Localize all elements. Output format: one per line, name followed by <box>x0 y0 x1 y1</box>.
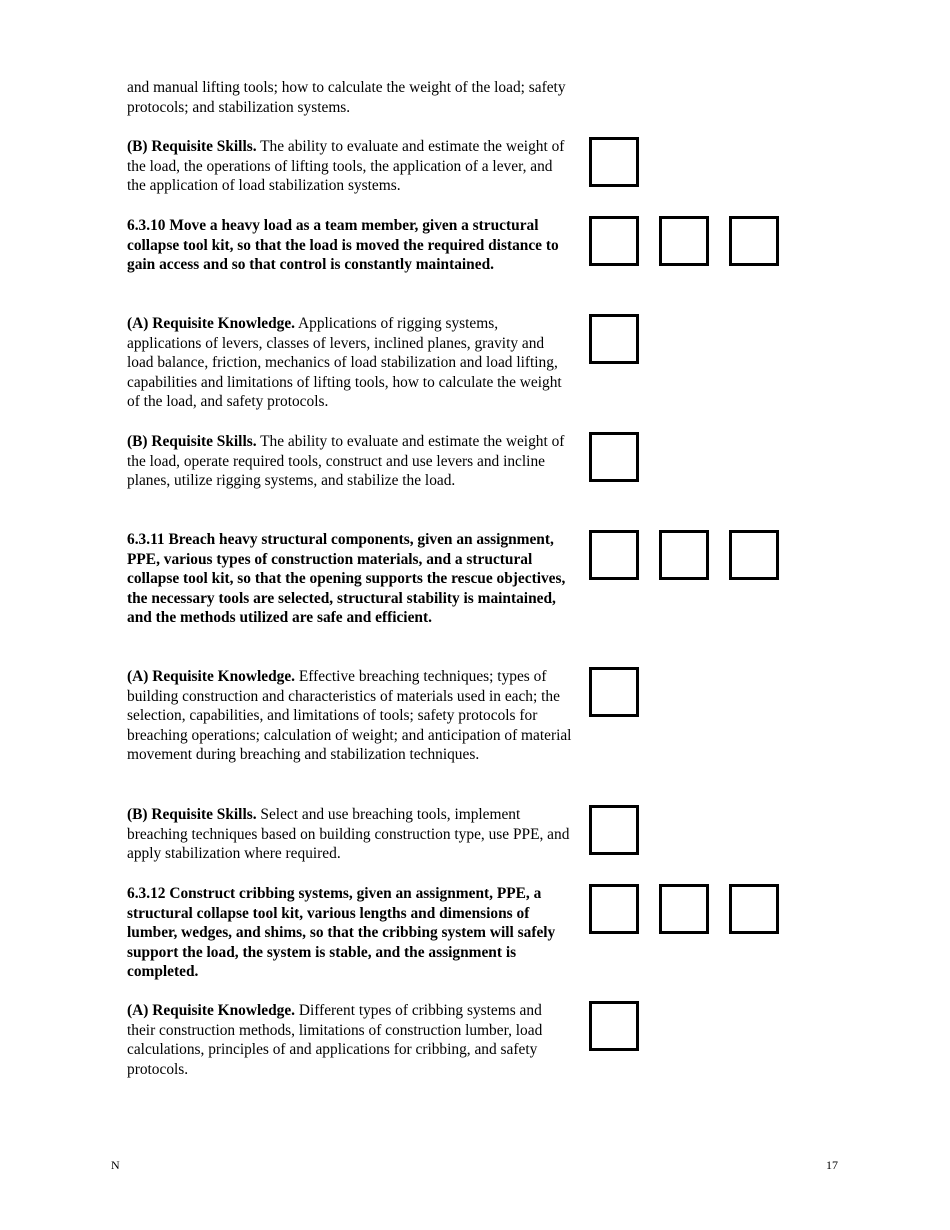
paragraph-requisite-knowledge <box>127 314 572 412</box>
paragraph-text: Applications of rigging systems, applications of levers, classes of levers, inclined planes, gravity and load balance, friction, mechanics of load stabilization and load lifting, capabilities and limitations of lifting tools, how to calculate the weight of the load, and safety protocols. <box>127 315 562 411</box>
paragraph-text: Different types of cribbing systems and their construction methods, limitations of construction lumber, load calculations, principles of and applications for cribbing, and safety protocols. <box>127 1002 543 1078</box>
checkbox[interactable] <box>589 432 639 482</box>
paragraph-requisite-knowledge <box>127 667 572 765</box>
paragraph-text: The ability to evaluate and estimate the weight of the load, the operations of lifting tools, the application of a lever, and the application of load stabilization systems. <box>127 138 565 195</box>
paragraph-text: Effective breaching techniques; types of building construction and characteristics of materials used in each; the selection, capabilities, and limitations of tools; safety protocols for breaching operations; calculation of weight; and anticipation of material movement during breaching and stabilization techniques. <box>127 668 572 764</box>
paragraph-text: Select and use breaching tools, implement breaching techniques based on building construction type, use PPE, and apply stabilization where required. <box>127 806 570 863</box>
paragraph-requisite-skills <box>127 137 572 196</box>
checkbox[interactable] <box>589 137 639 187</box>
paragraph-requisite-skills <box>127 432 572 491</box>
checkbox[interactable] <box>659 884 709 934</box>
paragraph-lead: (B) Requisite Skills. <box>127 433 257 450</box>
paragraph-lead: (B) Requisite Skills. <box>127 138 257 155</box>
paragraph-requisite-knowledge <box>127 1001 572 1079</box>
paragraph-jpr-6-3-12 <box>127 884 572 982</box>
checkbox[interactable] <box>589 216 639 266</box>
checkbox[interactable] <box>589 667 639 717</box>
paragraph-lead: (A) Requisite Knowledge. <box>127 1002 296 1019</box>
paragraph-text: 6.3.10 Move a heavy load as a team member, given a structural collapse tool kit, so that the load is moved the required distance to gain access and so that control is constantly maintained. <box>127 217 559 274</box>
paragraph-text: 6.3.11 Breach heavy structural components, given an assignment, PPE, various types of construction materials, and a structural collapse tool kit, so that the opening supports the rescue objectives, the necessary tools are selected, structural stability is maintained, and the methods utilized are safe and efficient. <box>127 531 566 627</box>
checkbox[interactable] <box>659 530 709 580</box>
paragraph-jpr-6-3-10 <box>127 216 572 275</box>
checkbox[interactable] <box>659 216 709 266</box>
checkbox[interactable] <box>589 805 639 855</box>
paragraph-jpr-6-3-11 <box>127 530 572 628</box>
checkbox[interactable] <box>729 216 779 266</box>
checkbox[interactable] <box>589 884 639 934</box>
checkbox[interactable] <box>589 530 639 580</box>
page-number: 17 <box>826 1158 838 1172</box>
footer-left-mark: N <box>111 1158 120 1172</box>
paragraph-lead: (B) Requisite Skills. <box>127 806 257 823</box>
checkbox[interactable] <box>729 884 779 934</box>
paragraph-lead: (A) Requisite Knowledge. <box>127 315 296 332</box>
paragraph-requisite-skills <box>127 805 572 864</box>
paragraph-lead: (A) Requisite Knowledge. <box>127 668 296 685</box>
paragraph-text: and manual lifting tools; how to calculate the weight of the load; safety protocols; and stabilization systems. <box>127 79 566 116</box>
paragraph-text: The ability to evaluate and estimate the weight of the load, operate required tools, construct and use levers and incline planes, utilize rigging systems, and stabilize the load. <box>127 433 565 490</box>
paragraph-text: 6.3.12 Construct cribbing systems, given an assignment, PPE, a structural collapse tool kit, various lengths and dimensions of lumber, wedges, and shims, so that the cribbing system will safely support the load, the system is stable, and the assignment is completed. <box>127 885 556 981</box>
checkbox[interactable] <box>589 1001 639 1051</box>
checkbox[interactable] <box>729 530 779 580</box>
checkbox[interactable] <box>589 314 639 364</box>
paragraph-continuation <box>127 78 572 117</box>
